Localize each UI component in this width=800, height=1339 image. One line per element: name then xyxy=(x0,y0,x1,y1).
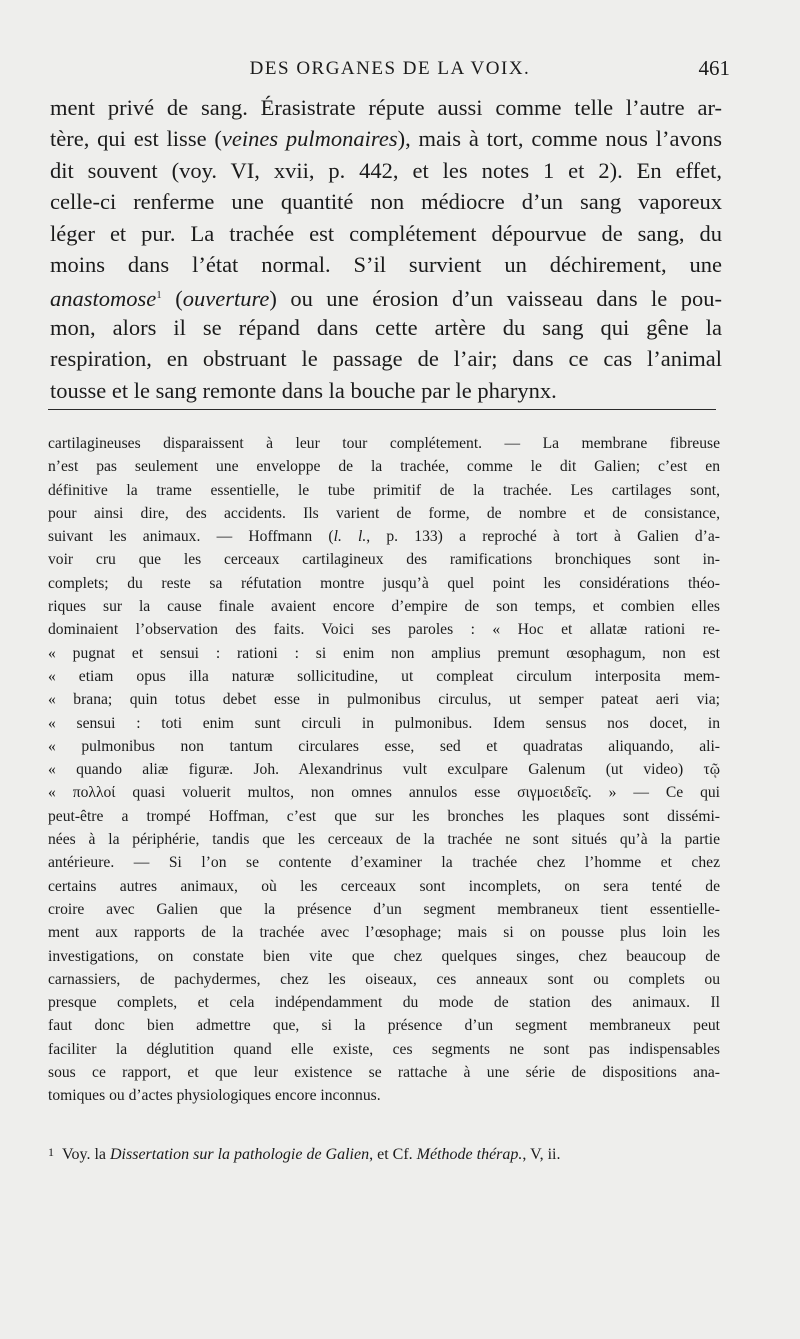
note-line: dominaient l’observation des faits. Voici ses paroles : « Hoc et allatæ rationi re- xyxy=(48,621,720,639)
footnote: 1 Voy. la Dissertation sur la pathologie de Galien, et Cf. Méthode thérap., V, ii. xyxy=(48,1145,561,1163)
note-line: voir cru que les cerceaux cartilagineux des ramifications bronchiques sont in- xyxy=(48,551,720,569)
note-line: antérieure. — Si l’on se contente d’examiner la trachée chez l’homme et chez xyxy=(48,854,720,872)
note-line: « quando aliæ figuræ. Joh. Alexandrinus vult exculpare Galenum (ut video) τῷ xyxy=(48,761,720,779)
footnote-reference: 1 xyxy=(156,289,162,302)
main-line: dit souvent (voy. VI, xvii, p. 442, et les notes 1 et 2). En effet, xyxy=(50,157,722,183)
main-line: mon, alors il se répand dans cette artère du sang qui gêne la xyxy=(50,314,722,340)
main-line: tousse et le sang remonte dans la bouche par le pharynx. xyxy=(50,377,557,403)
running-title: DES ORGANES DE LA VOIX. xyxy=(249,58,531,79)
main-line: ment privé de sang. Érasistrate répute aussi comme telle l’autre ar- xyxy=(50,95,722,120)
note-line: ment aux rapports de la trachée avec l’œsophage; mais si on pousse plus loin les xyxy=(48,924,720,942)
notes-block xyxy=(48,432,720,1108)
note-line: « brana; quin totus debet esse in pulmonibus circulus, ut semper pateat aeri via; xyxy=(48,691,720,709)
note-line: « pulmonibus non tantum circulares esse, sed et quadratas aliquando, ali- xyxy=(48,737,720,755)
note-line: sous ce rapport, et que leur existence se rattache à une série de dispositions ana- xyxy=(48,1064,720,1082)
main-text xyxy=(50,92,722,406)
note-line: faciliter la déglutition quand elle existe, ces segments ne sont pas indispensables xyxy=(48,1040,720,1058)
main-line: celle-ci renferme une quantité non médiocre d’un sang vaporeux xyxy=(50,189,722,215)
main-line: anastomose$^1$ (ouverture) ou une érosion d’un vaisseau dans le pou- xyxy=(50,286,723,312)
note-line: « pugnat et sensui : rationi : si enim non amplius premunt œsophagum, non est xyxy=(48,644,720,662)
note-line: n’est pas seulement une enveloppe de la trachée, comme le dit Galien; c’est en xyxy=(48,458,720,476)
note-line: définitive la trame essentielle, le tube primitif de la trachée. Les cartilages sont, xyxy=(48,481,720,499)
note-line: croire avec Galien que la présence d’un segment membraneux tient essentielle- xyxy=(48,900,720,918)
note-line: cartilagineuses disparaissent à leur tour complétement. — La membrane fibreuse xyxy=(48,435,720,452)
main-line: respiration, en obstruant le passage de l’air; dans ce cas l’animal xyxy=(50,346,722,372)
note-line: carnassiers, de pachydermes, chez les oiseaux, ces anneaux sont ou complets ou xyxy=(48,970,720,988)
note-line: investigations, on constate bien vite que chez quelques singes, chez beaucoup de xyxy=(48,947,720,965)
main-line: moins dans l’état normal. S’il survient un déchirement, une xyxy=(50,251,722,277)
note-line: suivant les animaux. — Hoffmann (l. l., p. 133) a reproché à tort à Galien d’a- xyxy=(48,528,720,546)
note-line: « etiam opus illa naturæ sollicitudine, ut compleat circulum interposita mem- xyxy=(48,667,720,685)
note-line: « πολλοί quasi voluerit multos, non omnes annulos esse σιγμοειδεῖς. » — Ce qui xyxy=(48,784,720,802)
page-header xyxy=(50,56,730,86)
note-line: certains autres animaux, où les cerceaux sont incomplets, on sera tenté de xyxy=(48,877,720,895)
note-line: peut-être a trompé Hoffman, c’est que sur les bronches les plaques sont dissémi- xyxy=(48,807,720,825)
footnote-divider xyxy=(48,409,716,410)
note-line: presque complets, et cela indépendamment du mode de station des animaux. Il xyxy=(48,994,720,1012)
note-line: pour ainsi dire, des accidents. Ils varient de forme, de nombre et de consistance, xyxy=(48,504,720,522)
main-line: léger et pur. La trachée est complétement dépourvue de sang, du xyxy=(50,220,722,246)
note-line: riques sur la cause finale avaient encore d’empire de son temps, et combien elles xyxy=(48,598,720,616)
footnote-marker: 1 xyxy=(48,1145,54,1159)
note-line: nées à la périphérie, tandis que les cerceaux de la trachée ne sont situés qu’à la partie xyxy=(48,831,720,849)
page-number: 461 xyxy=(698,56,730,80)
note-line: complets; du reste sa réfutation montre jusqu’à quel point les considérations théo- xyxy=(48,574,720,592)
note-line: tomiques ou d’actes physiologiques encore inconnus. xyxy=(48,1087,381,1105)
main-line: tère, qui est lisse (veines pulmonaires), mais à tort, comme nous l’avons xyxy=(50,126,722,152)
note-line: « sensui : toti enim sunt circuli in pulmonibus. Idem sensus nos docet, in xyxy=(48,714,720,732)
note-line: faut donc bien admettre que, si la présence d’un segment membraneux peut xyxy=(48,1017,720,1035)
